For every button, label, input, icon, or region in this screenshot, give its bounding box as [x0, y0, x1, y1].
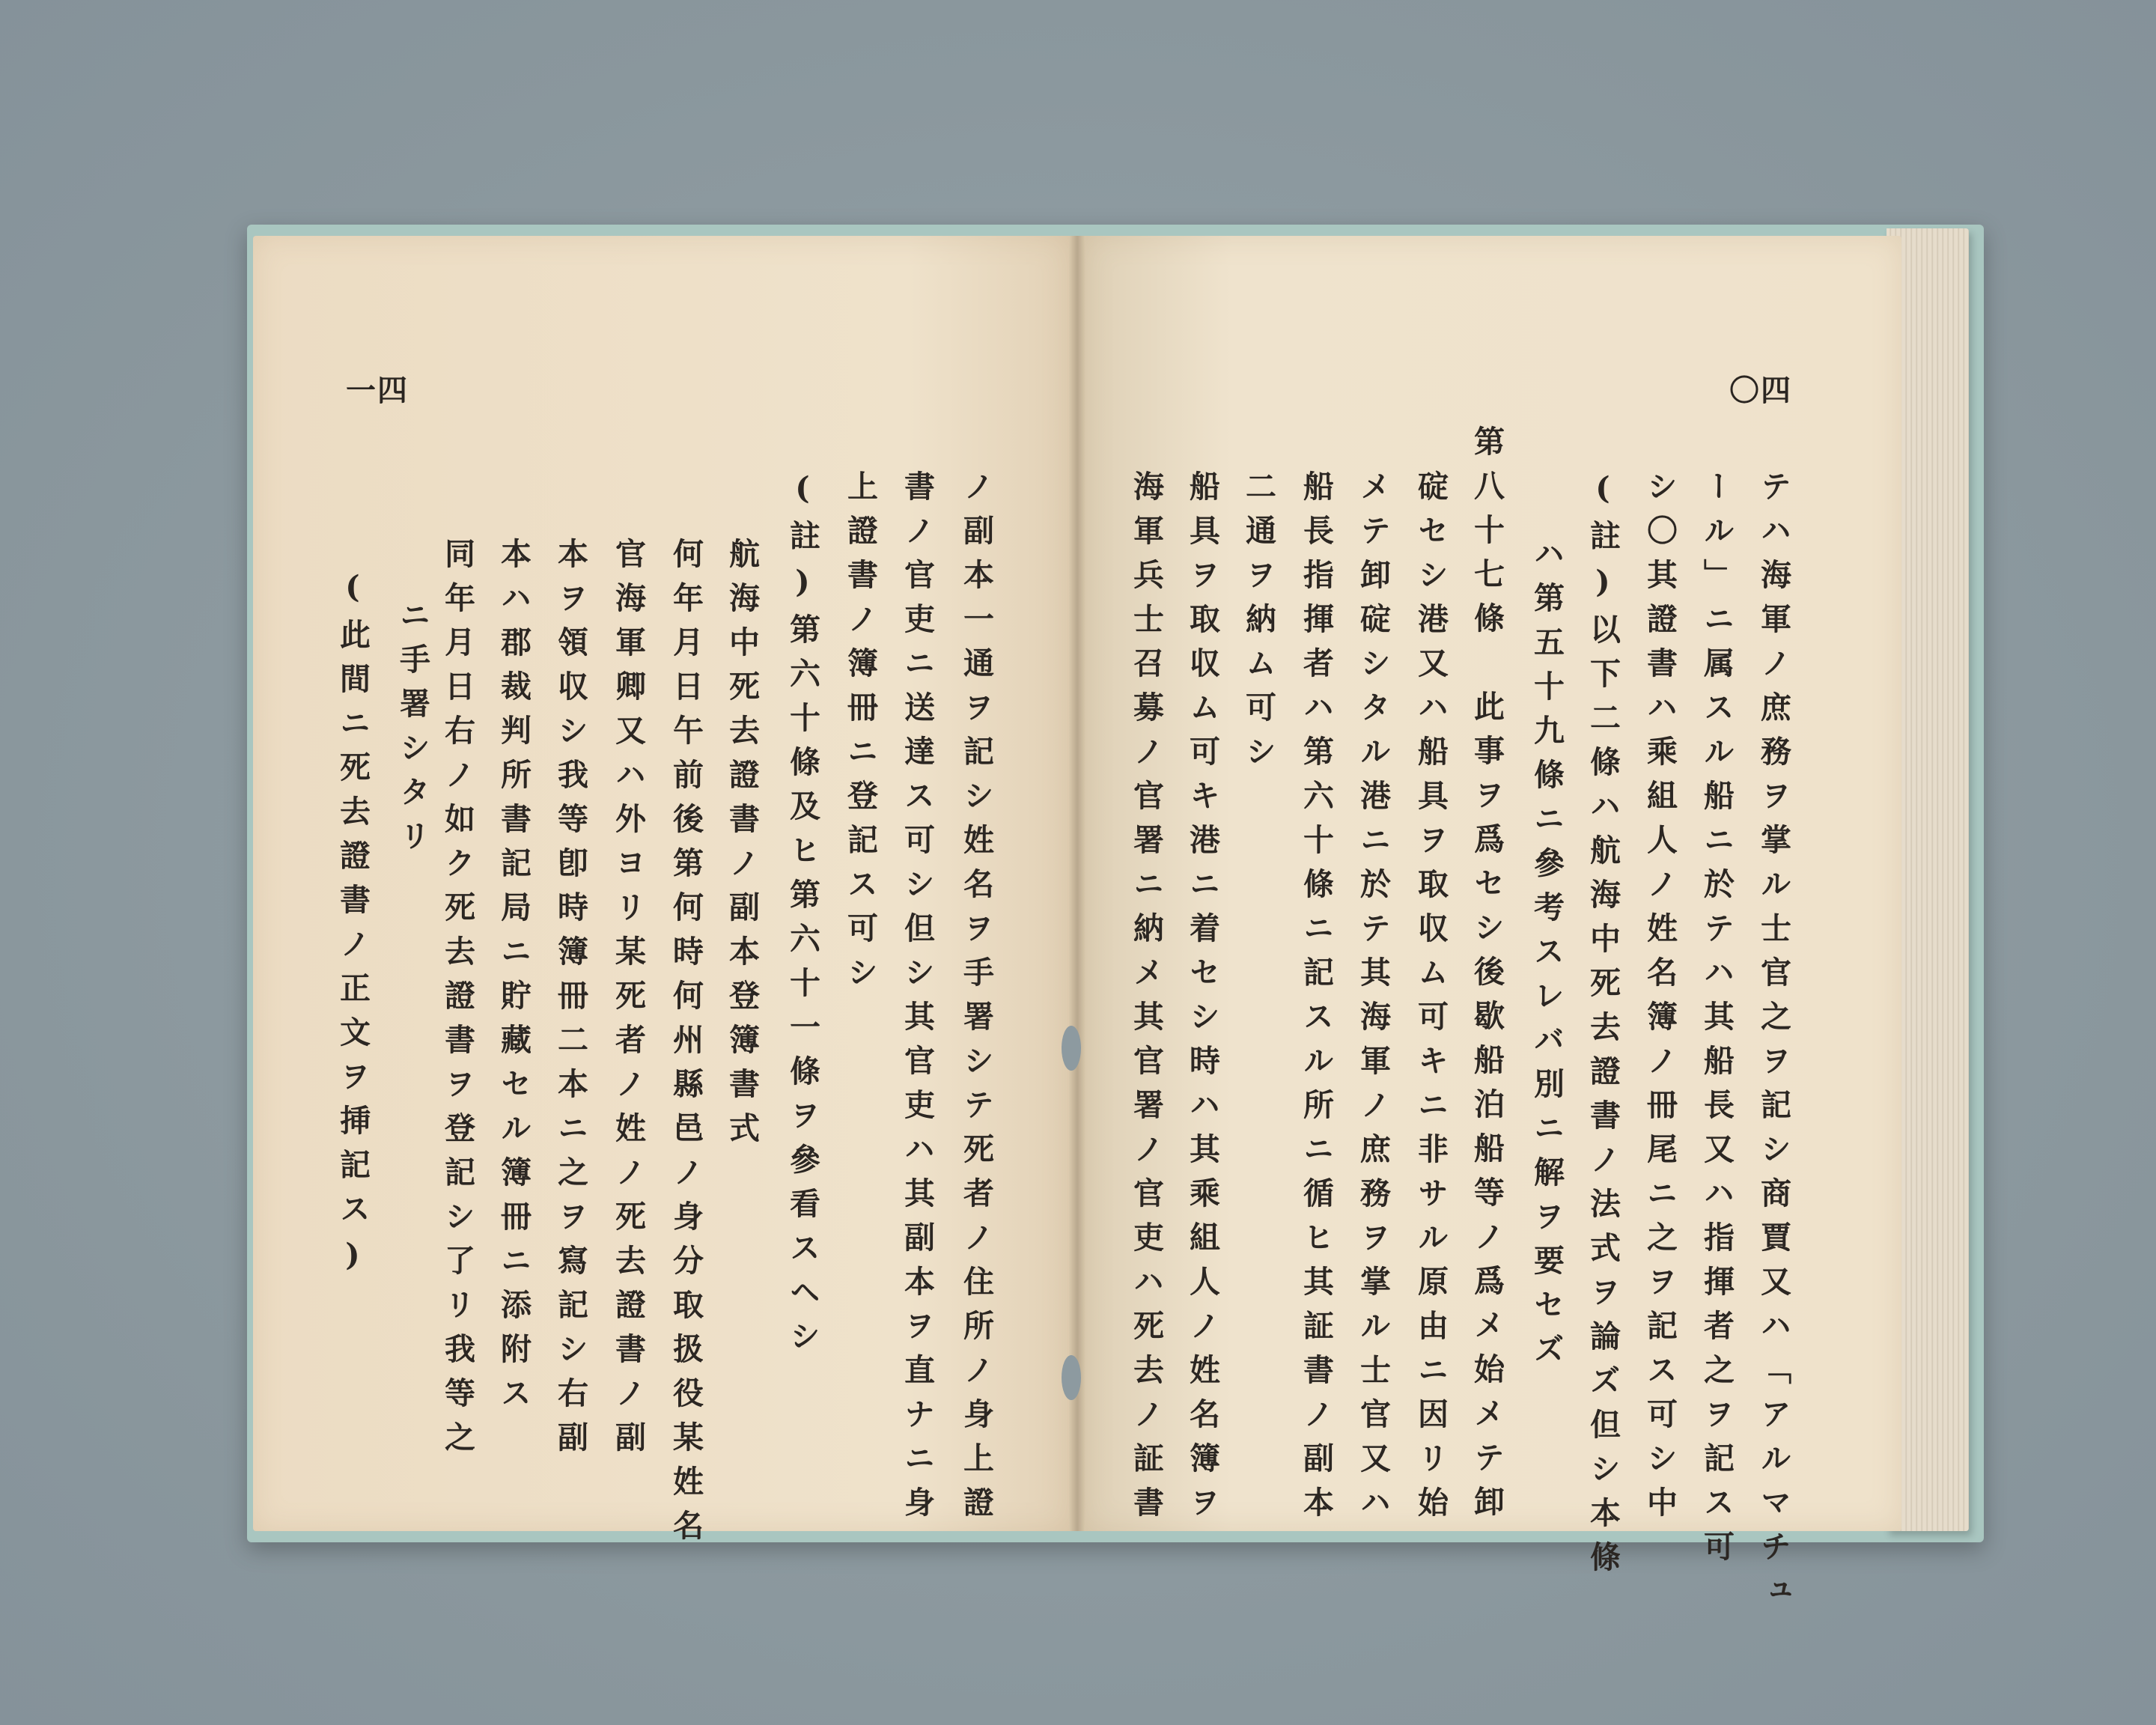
binding-notch	[1062, 1355, 1081, 1400]
text-column: 上證書ノ簿冊ニ登記ス可シ	[842, 470, 878, 1000]
right-page-number: 〇四	[1729, 373, 1792, 408]
book-gutter	[1069, 236, 1085, 1531]
form-title: 航海中死去證書ノ副本登簿書式	[724, 538, 760, 1156]
text-column: 同年月日右ノ如ク死去證書ヲ登記シ了リ我等之	[439, 538, 475, 1465]
article-87-heading: 第八十七條 此事ヲ爲セシ後歇船泊船等ノ爲メ始メテ卸	[1469, 425, 1505, 1530]
text-column: 本ハ郡裁判所書記局ニ貯藏セル簿冊ニ添附ス	[496, 538, 532, 1421]
binding-notch	[1062, 1026, 1081, 1071]
text-column: 何年月日午前後第何時何州縣邑ノ身分取扱役某姓名	[668, 538, 704, 1554]
text-column: シ〇其證書ハ乘組人ノ姓名簿ノ冊尾ニ之ヲ記ス可シ中	[1642, 470, 1678, 1530]
text-column: 二通ヲ納ム可シ	[1240, 470, 1276, 779]
text-column: (註)第六十條及ヒ第六十一條ヲ參看スヘシ	[785, 470, 820, 1364]
text-column: テハ海軍ノ庶務ヲ掌ル士官之ヲ記シ商賈又ハ「アルマチュ	[1755, 470, 1791, 1619]
text-column: 碇セシ港又ハ船具ヲ取収ム可キニ非サル原由ニ因リ始	[1413, 470, 1449, 1530]
text-column: 船長指揮者ハ第六十條ニ記スル所ニ循ヒ其証書ノ副本	[1298, 470, 1334, 1530]
text-column: (註)以下二條ハ航海中死去證書ノ法式ヲ論ズ但シ本條	[1585, 470, 1621, 1585]
text-column: (此間ニ死去證書ノ正文ヲ挿記ス)	[335, 569, 371, 1286]
text-column: メテ卸碇シタル港ニ於テ其海軍ノ庶務ヲ掌ル士官又ハ	[1355, 470, 1391, 1530]
text-column: 船具ヲ取収ム可キ港ニ着セシ時ハ其乘組人ノ姓名簿ヲ	[1184, 470, 1220, 1530]
text-column: ノ副本一通ヲ記シ姓名ヲ手署シテ死者ノ住所ノ身上證	[958, 470, 994, 1530]
text-column: 本ヲ領収シ我等卽時簿冊二本ニ之ヲ寫記シ右副	[552, 538, 588, 1465]
text-column: 書ノ官吏ニ送達ス可シ但シ其官吏ハ其副本ヲ直ナニ身	[899, 470, 935, 1530]
text-column: ハ第五十九條ニ參考スレバ別ニ解ヲ要セズ	[1529, 538, 1565, 1377]
text-column: 官海軍卿又ハ外ヨリ某死者ノ姓ノ死去證書ノ副	[610, 538, 646, 1465]
left-page	[253, 236, 1071, 1531]
text-column: 海軍兵士召募ノ官署ニ納メ其官署ノ官吏ハ死去ノ証書	[1128, 470, 1164, 1530]
text-column: ニ手署シタリ	[395, 599, 430, 864]
left-page-number: 一四	[346, 373, 409, 408]
text-column: ール」ニ属スル船ニ於テハ其船長又ハ指揮者之ヲ記ス可	[1699, 470, 1735, 1575]
